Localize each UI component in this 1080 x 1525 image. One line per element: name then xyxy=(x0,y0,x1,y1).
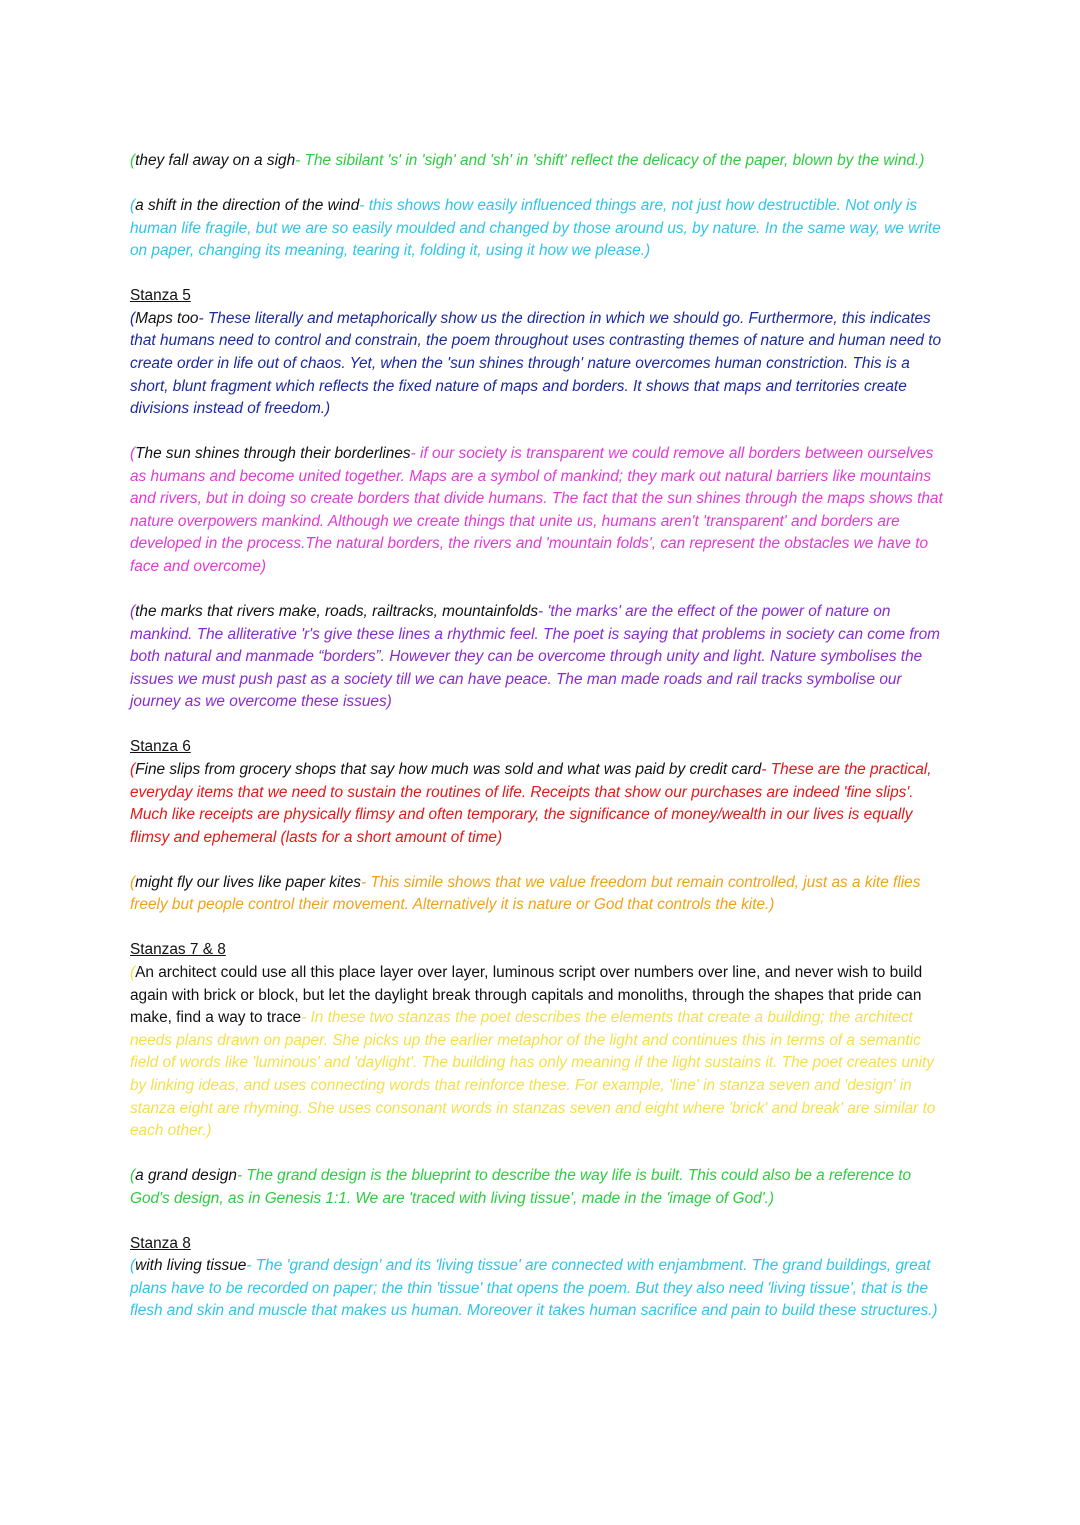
quote-text: the marks that rivers make, roads, railtracks, mountainfolds xyxy=(135,603,539,621)
analysis-text: The grand design is the blueprint to describe the way life is built. This could also be a reference to God's design, as in Genesis 1:1. We are 'traced with living tissue', made in the 'image of God'.) xyxy=(130,1167,912,1207)
dash: - xyxy=(359,196,365,214)
annotation-architect xyxy=(130,939,952,1142)
stanza-heading: Stanza 8 xyxy=(130,1234,191,1252)
annotation-kites xyxy=(130,872,952,917)
quote-text: An architect could use all this place layer over layer, luminous script over numbers over line, and never wish to build again with brick or block, but let the daylight break through capitals and monoliths, through the shapes that pride can make, find a way to trace xyxy=(130,963,923,1027)
dash: - xyxy=(198,309,204,327)
quote-text: Maps too xyxy=(135,309,199,327)
analysis-text: this shows how easily influenced things are, not just how destructible. Not only is human life fragile, but we are so easily moulded and changed by those around us, by nature. In the same way, we write on paper, changing its meaning, tearing it, folding it, using it how we please.) xyxy=(130,196,941,260)
open-paren: ( xyxy=(130,761,136,779)
annotation-shift xyxy=(130,195,952,263)
stanza-heading: Stanza 6 xyxy=(130,738,191,756)
dash: - xyxy=(761,761,767,779)
analysis-text: These literally and metaphorically show us the direction in which we should go. Furthermore, this indicates that humans need to control and constrain, the poem throughout uses contrasting themes of nature and human need to create order in life out of chaos. Yet, when the 'sun shines through' nature overcomes human constriction. This is a short, blunt fragment which reflects the fixed nature of maps and borders. It shows that maps and territories create divisions instead of freedom.) xyxy=(130,309,942,418)
dash: - xyxy=(246,1257,252,1275)
analysis-text: In these two stanzas the poet describes the elements that create a building; the architect needs plans drawn on paper. She picks up the earlier metaphor of the light and continues this in terms of a semantic field of words like 'luminous' and 'daylight'. The building has only meaning if the light sustains it. The poet creates unity by linking ideas, and uses connecting words that reinforce these. For example, 'line' in stanza seven and 'design' in stanza eight are rhyming. She uses consonant words in stanzas seven and eight where 'brick' and break' are similar to each other.) xyxy=(130,1009,936,1140)
open-paren: ( xyxy=(130,152,136,169)
quote-text: Fine slips from grocery shops that say how much was sold and what was paid by credit card xyxy=(135,761,762,779)
open-paren: ( xyxy=(130,196,136,214)
analysis-text: The sibilant 's' in 'sigh' and 'sh' in 'shift' reflect the delicacy of the paper, blown by the wind.) xyxy=(300,152,925,169)
open-paren: ( xyxy=(130,445,136,463)
annotation-tissue xyxy=(130,1233,952,1323)
quote-text: The sun shines through their borderlines xyxy=(135,445,411,463)
analysis-text: 'the marks' are the effect of the power of nature on mankind. The alliterative 'r's give these lines a rhythmic feel. The poet is saying that problems in society can come from both natural and manmade “borders”. However they can be overcome through unity and light. Nature symbolises the issues we must push past as a society till we can have peace. The man made roads and rail tracks symbolise our journey as we overcome these issues) xyxy=(130,603,940,711)
quote-text: might fly our lives like paper kites xyxy=(135,873,361,891)
dash: - xyxy=(295,152,301,169)
annotation-page xyxy=(130,150,952,1345)
dash: - xyxy=(236,1167,243,1185)
open-paren: ( xyxy=(130,1257,136,1275)
analysis-text: if our society is transparent we could remove all borders between ourselves as humans and become united together. Maps are a symbol of mankind; they mark out natural barriers like mountains and rivers, but in doing so create borders that divide humans. The fact that the sun shines through the maps shows that nature overpowers mankind. Although we create things that unite us, humans aren't 'transparent' and borders are developed in the process.The natural borders, the rivers and 'mountain folds', can represent the obstacles we have to face and overcome) xyxy=(130,445,943,576)
annotation-sun xyxy=(130,443,952,579)
annotation-marks xyxy=(130,601,952,714)
analysis-text: These are the practical, everyday items that we need to sustain the routines of life. Receipts that show our purchases are indeed 'fine slips'. Much like receipts are physically flimsy and often temporary, the significance of money/wealth in our lives is equally flimsy and ephemeral (lasts for a short amount of time) xyxy=(130,761,932,846)
dash: - xyxy=(301,1009,307,1027)
open-paren: ( xyxy=(130,873,136,891)
open-paren: ( xyxy=(130,1167,136,1185)
annotation-sigh xyxy=(130,150,952,173)
dash: - xyxy=(410,445,416,463)
annotation-fine-slips xyxy=(130,736,952,849)
dash: - xyxy=(360,873,367,891)
annotation-maps xyxy=(130,285,952,421)
dash: - xyxy=(538,603,544,621)
analysis-text: The 'grand design' and its 'living tissue' are connected with enjambment. The grand buildings, great plans have to be recorded on paper; the thin 'tissue' that opens the poem. But they also need 'living tissue', that is the flesh and skin and muscle that makes us human. Moreover it takes human sacrifice and pain to build these structures.) xyxy=(130,1257,938,1320)
quote-text: a grand design xyxy=(135,1167,237,1185)
stanza-heading: Stanza 5 xyxy=(130,287,191,305)
open-paren: ( xyxy=(130,309,136,327)
quote-text: with living tissue xyxy=(135,1257,247,1275)
annotation-grand-design xyxy=(130,1165,952,1210)
quote-text: a shift in the direction of the wind xyxy=(135,196,360,214)
analysis-text: This simile shows that we value freedom but remain controlled, just as a kite flies freely but people control their movement. Alternatively it is nature or God that controls the kite.) xyxy=(130,873,921,914)
open-paren: ( xyxy=(130,963,136,981)
quote-text: they fall away on a sigh xyxy=(135,152,296,169)
open-paren: ( xyxy=(130,603,136,621)
stanza-heading: Stanzas 7 & 8 xyxy=(130,941,226,959)
